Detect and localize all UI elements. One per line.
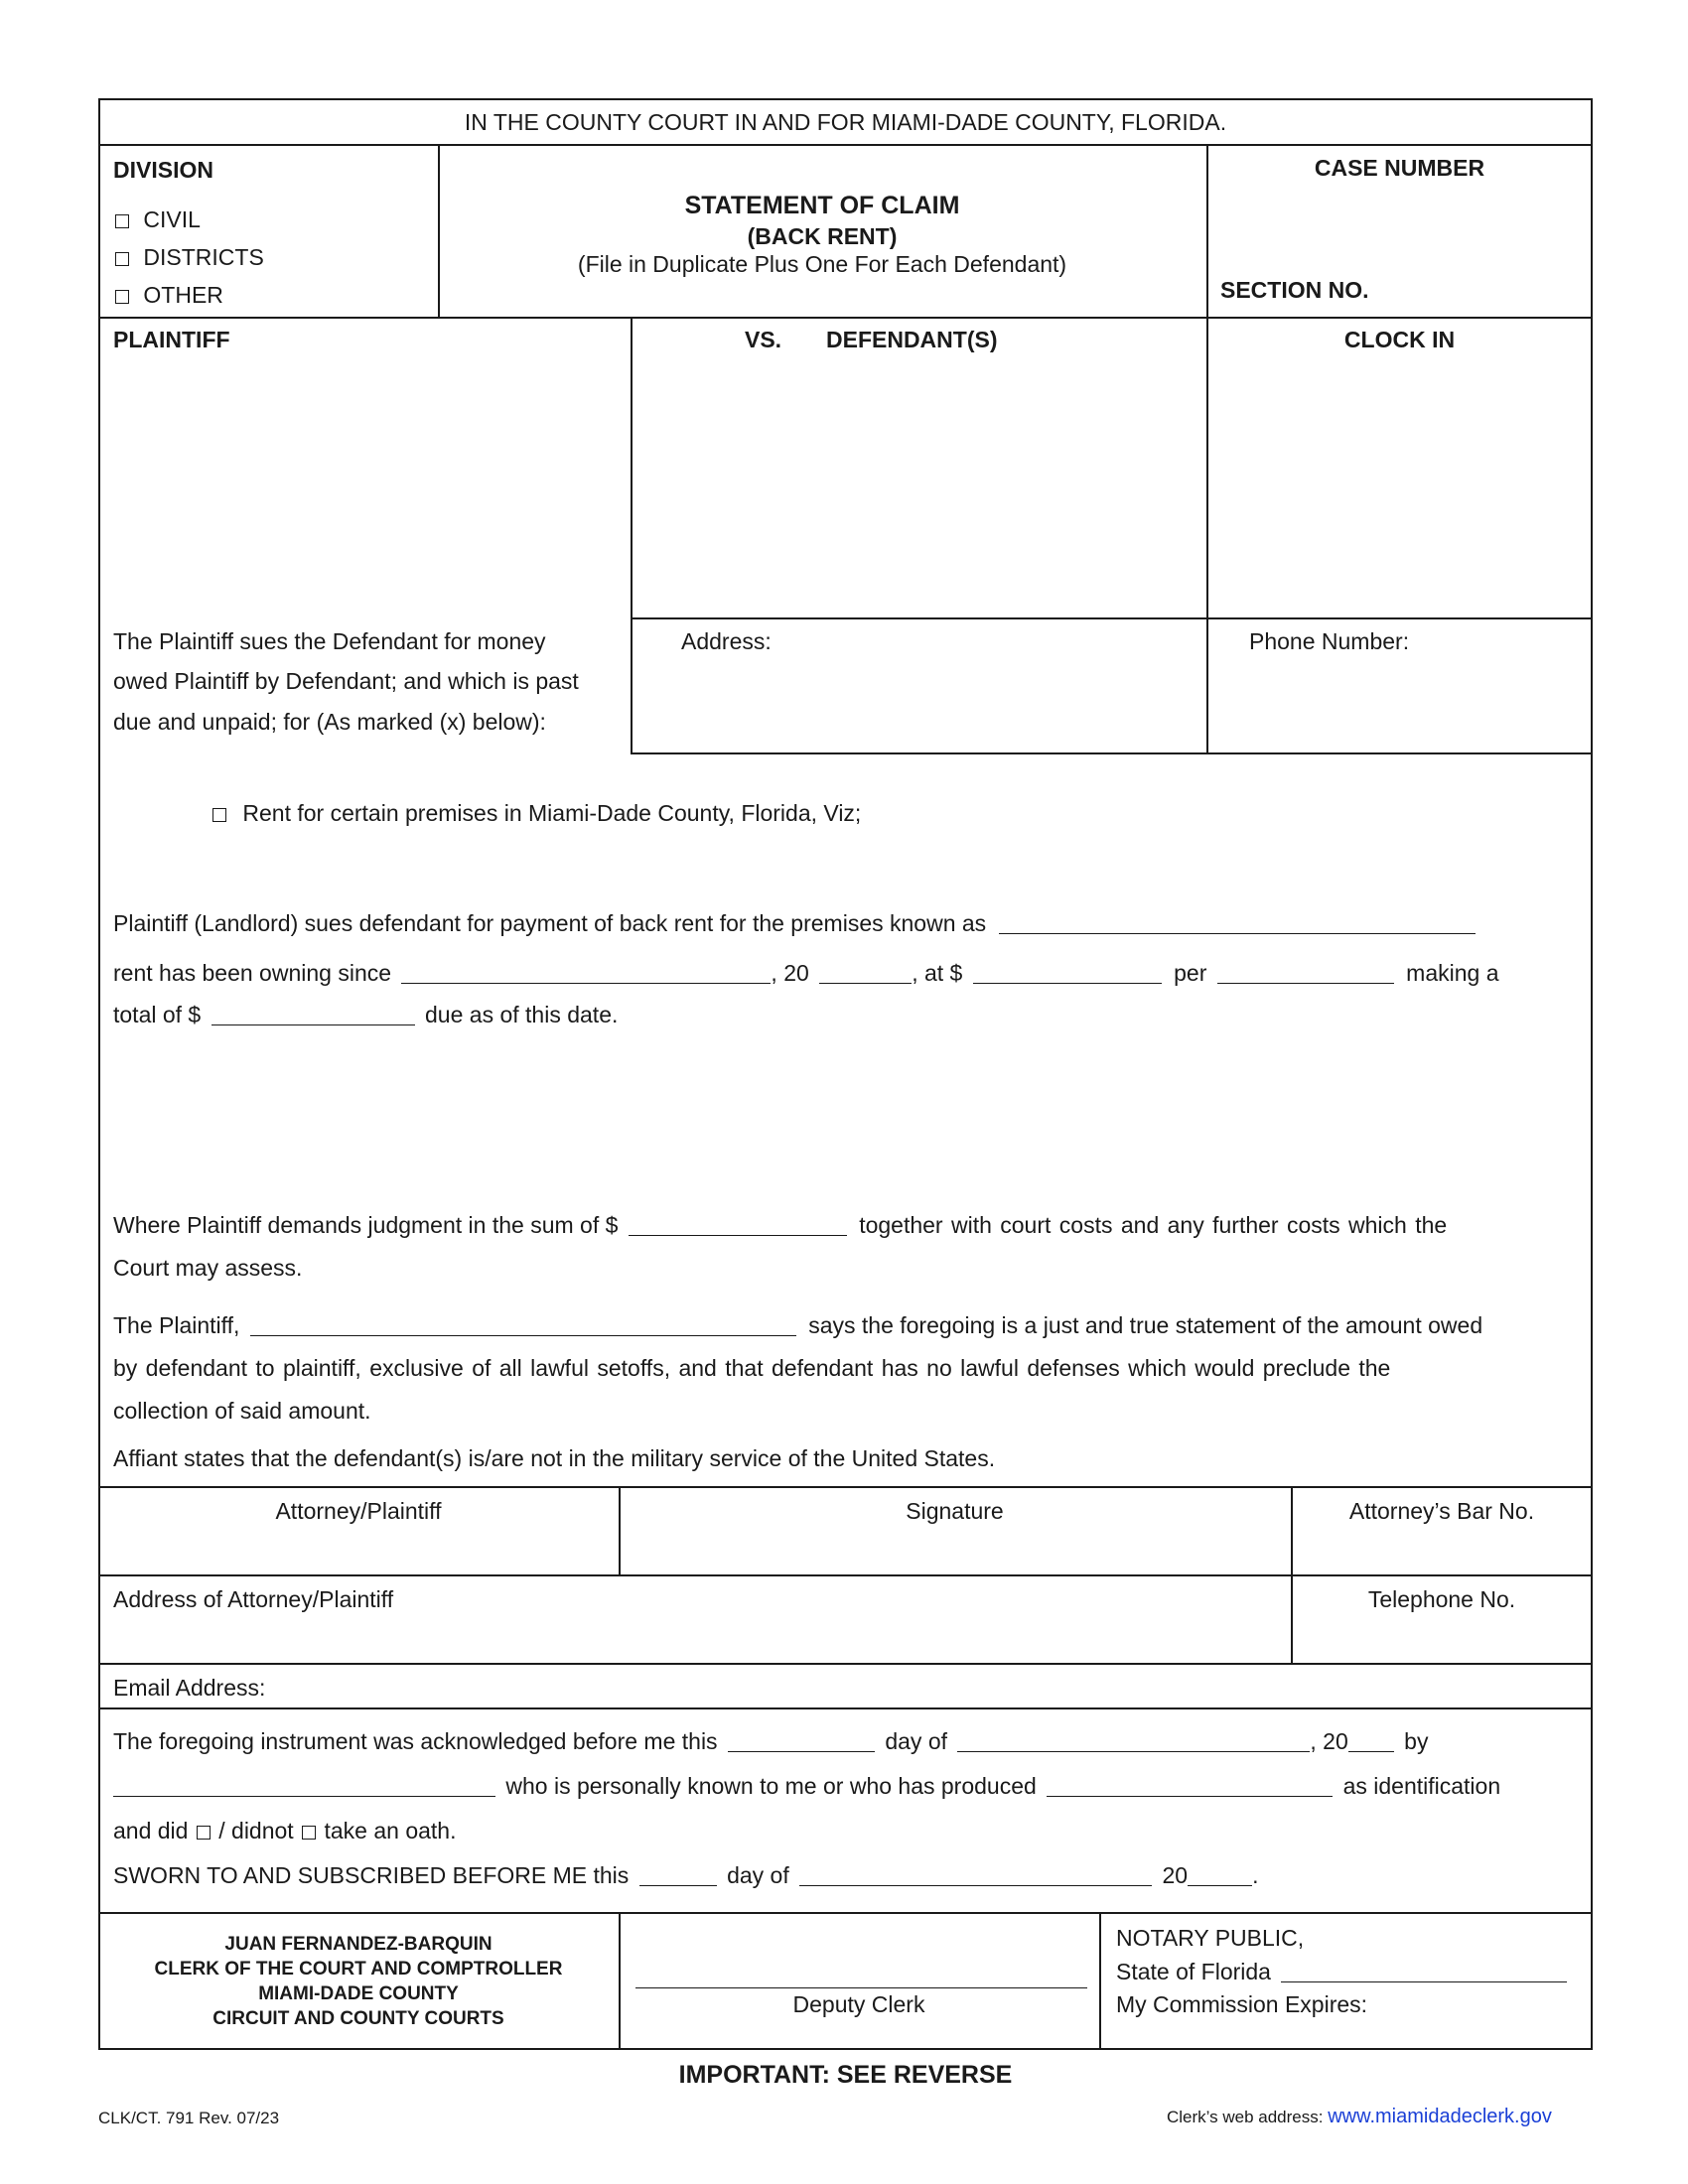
notary-line2: who is personally known to me or who has produced as identification xyxy=(113,1772,1500,1800)
clerk-block xyxy=(98,1932,619,2031)
divider xyxy=(619,1912,621,2050)
ack-year-field[interactable] xyxy=(1348,1731,1394,1752)
rent-amount-field[interactable] xyxy=(973,963,1162,984)
notary-state: State of Florida xyxy=(1116,1958,1567,1985)
clock-in-label: CLOCK IN xyxy=(1343,327,1456,352)
attorney-address-label: Address of Attorney/Plaintiff xyxy=(113,1586,394,1612)
divider xyxy=(98,1574,1593,1576)
divider xyxy=(1099,1912,1101,2050)
checkbox-did-oath[interactable] xyxy=(197,1826,211,1840)
divider xyxy=(98,1707,1593,1709)
divider xyxy=(98,1663,1593,1665)
division-option-districts[interactable]: DISTRICTS xyxy=(113,243,264,271)
back-rent-line1: Plaintiff (Landlord) sues defendant for payment of back rent for the premises known as xyxy=(113,909,1476,937)
premises-field[interactable] xyxy=(999,913,1476,934)
ack-month-field[interactable] xyxy=(957,1731,1310,1752)
notary-line3: and did / didnot take an oath. xyxy=(113,1818,457,1843)
vs-label: VS. xyxy=(745,327,782,352)
since-date-field[interactable] xyxy=(401,963,771,984)
divider xyxy=(631,617,1593,619)
address-label: Address: xyxy=(681,628,772,654)
notary-state-field[interactable] xyxy=(1281,1962,1567,1982)
judgment-sum-field[interactable] xyxy=(629,1215,847,1236)
section-no-label: SECTION NO. xyxy=(1220,277,1369,303)
judgment-line1: Where Plaintiff demands judgment in the sum of $ together with court costs and any further costs which the xyxy=(113,1212,1448,1238)
clerk-web-link[interactable]: www.miamidadeclerk.gov xyxy=(1328,2106,1552,2127)
plaintiff-label: PLAINTIFF xyxy=(113,327,230,352)
total-amount-field[interactable] xyxy=(211,1005,415,1025)
important-notice: IMPORTANT: SEE REVERSE xyxy=(678,2061,1013,2089)
checkbox-didnot-oath[interactable] xyxy=(302,1826,316,1840)
checkbox-other[interactable] xyxy=(115,290,129,304)
sworn-year-field[interactable] xyxy=(1188,1865,1252,1886)
deputy-clerk-label: Deputy Clerk xyxy=(792,1991,925,2017)
clerk-title: CLERK OF THE COURT AND COMPTROLLER xyxy=(154,1959,563,1979)
ack-day-field[interactable] xyxy=(728,1731,875,1752)
divider xyxy=(98,1486,1593,1488)
defendant-label: DEFENDANT(S) xyxy=(826,327,998,352)
military-statement: Affiant states that the defendant(s) is/are not in the military service of the United States. xyxy=(113,1445,996,1471)
back-rent-line3: total of $ due as of this date. xyxy=(113,1002,619,1027)
form-title: STATEMENT OF CLAIM xyxy=(684,192,960,219)
affidavit-line2: by defendant to plaintiff, exclusive of all lawful setoffs, and that defendant has no lawful defenses which would preclude the xyxy=(113,1355,1391,1381)
clerk-county: MIAMI-DADE COUNTY xyxy=(258,1983,459,2004)
rent-period-field[interactable] xyxy=(1217,963,1394,984)
form-frame xyxy=(98,98,1593,2050)
telephone-label: Telephone No. xyxy=(1367,1586,1516,1612)
divider xyxy=(631,752,1593,754)
notary-line1: The foregoing instrument was acknowledged before me this day of , 20 by xyxy=(113,1728,1429,1754)
affidavit-line1: The Plaintiff, says the foregoing is a just and true statement of the amount owed xyxy=(113,1312,1483,1338)
form-subtitle: (BACK RENT) xyxy=(747,223,898,249)
back-rent-line2: rent has been owning since , 20 , at $ per making a xyxy=(113,960,1499,986)
divider xyxy=(98,317,1593,319)
clerk-web-address: Clerk’s web address: www.miamidadeclerk.gov xyxy=(1167,2106,1552,2127)
email-label: Email Address: xyxy=(113,1675,266,1701)
rent-option[interactable]: Rent for certain premises in Miami-Dade County, Florida, Viz; xyxy=(211,799,861,827)
identification-field[interactable] xyxy=(1047,1776,1333,1797)
clerk-name: JUAN FERNANDEZ-BARQUIN xyxy=(224,1934,492,1955)
notary-public-label: NOTARY PUBLIC, xyxy=(1116,1925,1305,1951)
court-header: IN THE COUNTY COURT IN AND FOR MIAMI-DADE COUNTY, FLORIDA. xyxy=(464,109,1227,135)
division-option-civil[interactable]: CIVIL xyxy=(113,205,201,233)
form-note: (File in Duplicate Plus One For Each Defendant) xyxy=(577,251,1067,277)
judgment-line2: Court may assess. xyxy=(113,1255,303,1281)
divider xyxy=(98,1912,1593,1914)
checkbox-civil[interactable] xyxy=(115,214,129,228)
signature-label: Signature xyxy=(906,1498,1004,1524)
divider xyxy=(1206,144,1208,753)
acknowledger-name-field[interactable] xyxy=(113,1776,495,1797)
division-option-other[interactable]: OTHER xyxy=(113,281,223,309)
attorney-plaintiff-label: Attorney/Plaintiff xyxy=(275,1498,442,1524)
plaintiff-name-field[interactable] xyxy=(250,1315,796,1336)
divider xyxy=(98,144,1593,146)
affidavit-line3: collection of said amount. xyxy=(113,1398,371,1424)
claim-intro-line3: due and unpaid; for (As marked (x) below): xyxy=(113,709,546,735)
sworn-month-field[interactable] xyxy=(799,1865,1152,1886)
checkbox-districts[interactable] xyxy=(115,252,129,266)
case-number-label: CASE NUMBER xyxy=(1314,155,1485,181)
division-label: DIVISION xyxy=(113,157,213,183)
since-year-field[interactable] xyxy=(819,963,912,984)
divider xyxy=(631,317,633,753)
bar-number-label: Attorney’s Bar No. xyxy=(1348,1498,1535,1524)
clerk-courts: CIRCUIT AND COUNTY COURTS xyxy=(212,2008,504,2029)
claim-intro-line2: owed Plaintiff by Defendant; and which is past xyxy=(113,668,579,694)
form-number: CLK/CT. 791 Rev. 07/23 xyxy=(98,2109,280,2127)
sworn-day-field[interactable] xyxy=(639,1865,717,1886)
deputy-clerk-signature-line[interactable] xyxy=(635,1987,1087,1988)
notary-line4: SWORN TO AND SUBSCRIBED BEFORE ME this day of 20 . xyxy=(113,1862,1259,1888)
claim-intro-line1: The Plaintiff sues the Defendant for money xyxy=(113,628,546,654)
phone-number-label: Phone Number: xyxy=(1249,628,1410,654)
notary-commission-label: My Commission Expires: xyxy=(1116,1991,1368,2017)
checkbox-rent[interactable] xyxy=(212,808,226,822)
